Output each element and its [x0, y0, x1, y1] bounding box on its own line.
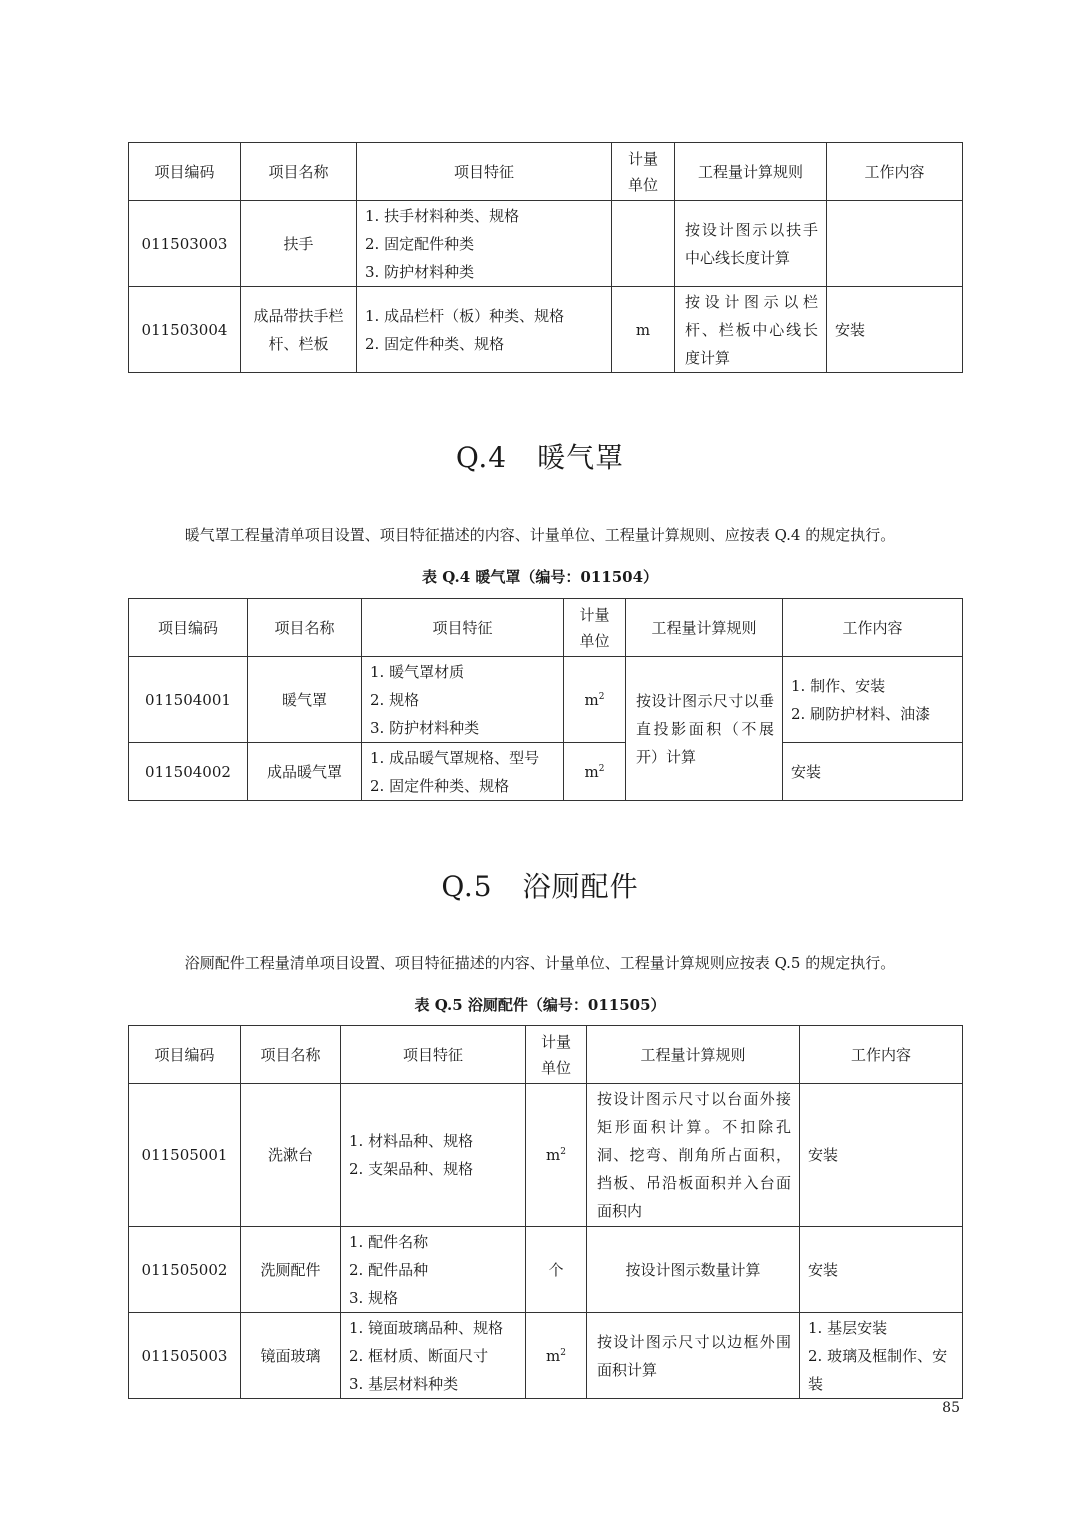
- work-line: 1. 制作、安装: [791, 676, 886, 695]
- unit-superscript: 2: [598, 691, 605, 702]
- table-header-row: [129, 599, 963, 657]
- item-unit: m: [612, 287, 675, 373]
- feature-line: 1. 成品栏杆（板）种类、规格: [365, 306, 565, 325]
- feature-line: 1. 暖气罩材质: [370, 662, 465, 681]
- header-name: 项目名称: [241, 143, 357, 201]
- work-line: 2. 玻璃及框制作、安装: [808, 1346, 948, 1393]
- item-work: [800, 1313, 963, 1399]
- header-code: 项目编码: [129, 143, 241, 201]
- header-rule: 工程量计算规则: [626, 599, 783, 657]
- table-q4: [128, 598, 963, 801]
- unit-superscript: 2: [560, 1147, 566, 1157]
- header-name: 项目名称: [241, 1026, 341, 1084]
- item-name: 成品暖气罩: [248, 743, 362, 801]
- section-intro-q5: 浴厕配件工程量清单项目设置、项目特征描述的内容、计量单位、工程量计算规则应按表 Q.5 的规定执行。: [184, 954, 896, 972]
- section-intro-q4: 暖气罩工程量清单项目设置、项目特征描述的内容、计量单位、工程量计算规则、应按表 Q.4 的规定执行。: [184, 526, 896, 544]
- feature-line: 2. 配件品种: [349, 1260, 429, 1279]
- section-title-q5: [0, 865, 1080, 905]
- feature-line: 1. 镜面玻璃品种、规格: [349, 1318, 504, 1337]
- header-work: 工作内容: [827, 143, 963, 201]
- table-row: [129, 1084, 963, 1227]
- header-work: 工作内容: [783, 599, 963, 657]
- item-unit: [564, 743, 626, 801]
- item-rule-shared: 按设计图示尺寸以垂直投影面积（不展开）计算: [626, 657, 783, 801]
- item-code: 011505003: [129, 1313, 241, 1399]
- header-features: 项目特征: [362, 599, 564, 657]
- feature-line: 2. 支架品种、规格: [349, 1160, 474, 1178]
- item-rule: 按设计图示以栏杆、栏板中心线长度计算: [675, 287, 827, 373]
- item-name: 洗漱台: [241, 1084, 341, 1227]
- item-code: 011504001: [129, 657, 248, 743]
- item-unit: [526, 1084, 587, 1227]
- item-unit-empty: [612, 201, 675, 287]
- work-line: 1. 基层安装: [808, 1318, 888, 1337]
- header-features: 项目特征: [357, 143, 612, 201]
- table-row: [129, 1313, 963, 1399]
- header-unit: [564, 599, 626, 657]
- table-q5: [128, 1025, 963, 1399]
- item-work: [783, 657, 963, 743]
- table-row: [129, 657, 963, 743]
- item-name: 扶手: [241, 201, 357, 287]
- item-unit: [526, 1227, 587, 1313]
- table-header-row: [129, 1026, 963, 1084]
- item-unit: [564, 657, 626, 743]
- feature-line: 3. 规格: [349, 1288, 399, 1307]
- unit-value: m: [546, 1346, 561, 1365]
- header-unit-line1: 计量: [627, 149, 658, 168]
- item-features: [341, 1313, 526, 1399]
- item-features: [341, 1227, 526, 1313]
- table-header-row: [129, 143, 963, 201]
- header-unit-line2: 单位: [579, 631, 610, 650]
- item-work: 安装: [783, 743, 963, 801]
- unit-value: m: [546, 1146, 561, 1164]
- feature-line: 3. 防护材料种类: [370, 718, 480, 737]
- item-features: [362, 743, 564, 801]
- item-name: 成品带扶手栏杆、栏板: [241, 287, 357, 373]
- feature-line: 1. 扶手材料种类、规格: [365, 206, 520, 225]
- unit-superscript: 2: [598, 763, 605, 774]
- item-features: [357, 201, 612, 287]
- table-caption-q5: 表 Q.5 浴厕配件（编号：011505）: [414, 996, 666, 1014]
- item-rule: 按设计图示以扶手中心线长度计算: [675, 201, 827, 287]
- feature-line: 1. 配件名称: [349, 1232, 429, 1251]
- unit-value: m: [584, 690, 599, 709]
- item-name: 暖气罩: [248, 657, 362, 743]
- section-title-text: 暖气罩: [537, 441, 625, 474]
- table-row: [129, 287, 963, 373]
- item-rule: 按设计图示尺寸以台面外接矩形面积计算。不扣除孔洞、挖弯、削角所占面积，挡板、吊沿板面积并入台面面积内: [587, 1084, 800, 1227]
- header-code: 项目编码: [129, 599, 248, 657]
- item-rule: 按设计图示数量计算: [587, 1227, 800, 1313]
- header-unit: [612, 143, 675, 201]
- header-code: 项目编码: [129, 1026, 241, 1084]
- header-unit-line2: 单位: [627, 175, 658, 194]
- feature-line: 2. 固定件种类、规格: [365, 334, 505, 353]
- unit-value: 个: [548, 1260, 564, 1279]
- header-unit-line1: 计量: [579, 605, 610, 624]
- header-rule: 工程量计算规则: [675, 143, 827, 201]
- header-work: 工作内容: [800, 1026, 963, 1084]
- item-code: 011503004: [129, 287, 241, 373]
- table-row: [129, 743, 963, 801]
- header-unit-line1: 计量: [540, 1032, 571, 1051]
- header-features: 项目特征: [341, 1026, 526, 1084]
- table-row: [129, 201, 963, 287]
- work-line: 2. 刷防护材料、油漆: [791, 704, 931, 723]
- item-name: 洗厕配件: [241, 1227, 341, 1313]
- item-rule: 按设计图示尺寸以边框外围面积计算: [587, 1313, 800, 1399]
- item-code: 011504002: [129, 743, 248, 801]
- item-code: 011505001: [129, 1084, 241, 1227]
- item-work: 安装: [800, 1227, 963, 1313]
- feature-line: 2. 固定配件种类: [365, 234, 475, 253]
- item-code: 011505002: [129, 1227, 241, 1313]
- feature-line: 1. 成品暖气罩规格、型号: [370, 748, 540, 767]
- header-unit-line2: 单位: [540, 1058, 571, 1077]
- feature-line: 3. 防护材料种类: [365, 262, 475, 281]
- item-unit: [526, 1313, 587, 1399]
- feature-line: 2. 框材质、断面尺寸: [349, 1346, 489, 1365]
- section-title-q4: [0, 436, 1080, 476]
- header-rule: 工程量计算规则: [587, 1026, 800, 1084]
- feature-line: 2. 规格: [370, 690, 420, 709]
- item-features: [362, 657, 564, 743]
- section-number: Q.5: [441, 870, 493, 903]
- item-work: 安装: [800, 1084, 963, 1227]
- item-features: [357, 287, 612, 373]
- feature-line: 1. 材料品种、规格: [349, 1132, 474, 1150]
- section-title-text: 浴厕配件: [522, 870, 639, 903]
- item-features: [341, 1084, 526, 1227]
- table-q3-continued: [128, 142, 963, 373]
- feature-line: 3. 基层材料种类: [349, 1374, 459, 1393]
- item-name: 镜面玻璃: [241, 1313, 341, 1399]
- item-code: 011503003: [129, 201, 241, 287]
- unit-value: m: [584, 762, 599, 781]
- header-unit: [526, 1026, 587, 1084]
- section-number: Q.4: [455, 441, 508, 474]
- header-name: 项目名称: [248, 599, 362, 657]
- table-caption-q4: 表 Q.4 暖气罩（编号：011504）: [421, 568, 659, 586]
- item-work: 安装: [827, 287, 963, 373]
- feature-line: 2. 固定件种类、规格: [370, 776, 510, 795]
- table-row: [129, 1227, 963, 1313]
- item-work-empty: [827, 201, 963, 287]
- page-number: 85: [942, 1400, 960, 1416]
- unit-superscript: 2: [560, 1347, 566, 1358]
